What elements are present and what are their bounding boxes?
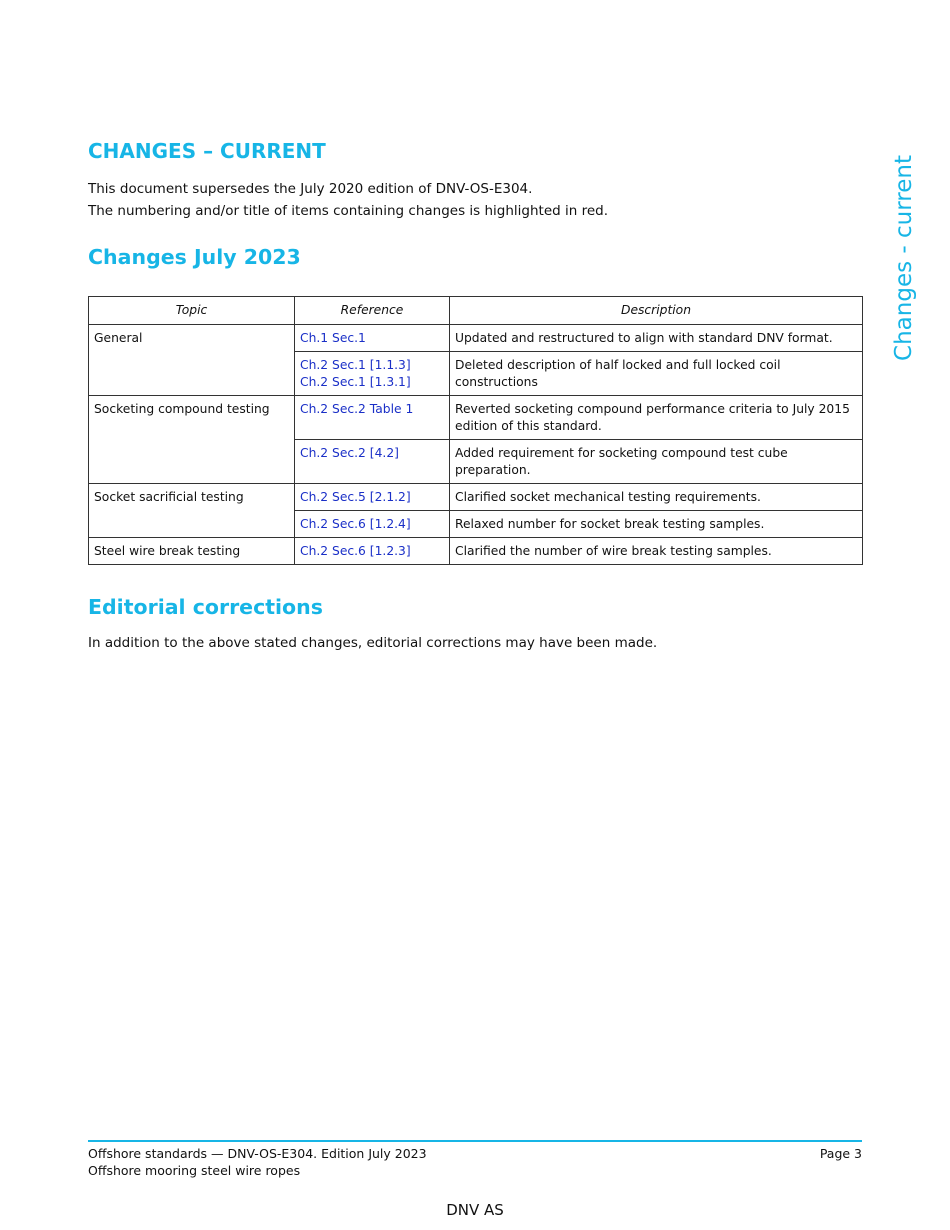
description-cell: Clarified socket mechanical testing requirements. bbox=[450, 484, 863, 511]
topic-cell: General bbox=[89, 325, 295, 396]
reference-link[interactable]: Ch.2 Sec.6 [1.2.3] bbox=[300, 544, 411, 558]
company-name: DNV AS bbox=[446, 1201, 504, 1219]
reference-cell bbox=[295, 538, 450, 565]
reference-link[interactable]: Ch.2 Sec.6 [1.2.4] bbox=[300, 517, 411, 531]
editorial-text: In addition to the above stated changes, editorial corrections may have been made. bbox=[88, 635, 658, 651]
reference-cell bbox=[295, 396, 450, 440]
topic-cell: Socket sacrificial testing bbox=[89, 484, 295, 538]
side-tab bbox=[888, 145, 920, 371]
footer-divider bbox=[88, 1140, 862, 1142]
reference-link[interactable]: Ch.2 Sec.2 [4.2] bbox=[300, 446, 399, 460]
topic-cell: Socketing compound testing bbox=[89, 396, 295, 484]
reference-link[interactable]: Ch.2 Sec.5 [2.1.2] bbox=[300, 490, 411, 504]
description-cell: Deleted description of half locked and full locked coil constructions bbox=[450, 352, 863, 396]
reference-cell bbox=[295, 325, 450, 352]
reference-cell bbox=[295, 440, 450, 484]
topic-cell: Steel wire break testing bbox=[89, 538, 295, 565]
header-description: Description bbox=[450, 297, 863, 325]
table-row bbox=[89, 538, 863, 565]
table-row bbox=[89, 325, 863, 352]
reference-link[interactable]: Ch.2 Sec.2 Table 1 bbox=[300, 402, 414, 416]
reference-link[interactable]: Ch.1 Sec.1 bbox=[300, 331, 366, 345]
header-topic: Topic bbox=[89, 297, 295, 325]
reference-cell bbox=[295, 484, 450, 511]
reference-cell bbox=[295, 352, 450, 396]
side-tab-label: Changes - current bbox=[891, 155, 917, 361]
header-reference: Reference bbox=[295, 297, 450, 325]
editorial-heading: Editorial corrections bbox=[88, 595, 323, 619]
table-row bbox=[89, 484, 863, 511]
description-cell: Reverted socketing compound performance criteria to July 2015 edition of this standard. bbox=[450, 396, 863, 440]
description-cell: Relaxed number for socket break testing samples. bbox=[450, 511, 863, 538]
intro-line-2: The numbering and/or title of items containing changes is highlighted in red. bbox=[88, 203, 609, 219]
changes-table bbox=[88, 296, 863, 565]
footer-subtitle: Offshore mooring steel wire ropes bbox=[88, 1163, 301, 1178]
description-cell: Updated and restructured to align with standard DNV format. bbox=[450, 325, 863, 352]
reference-link[interactable]: Ch.2 Sec.1 [1.3.1] bbox=[300, 375, 411, 389]
page-number: Page 3 bbox=[819, 1146, 862, 1161]
table-header-row bbox=[89, 297, 863, 325]
reference-cell bbox=[295, 511, 450, 538]
intro-line-1: This document supersedes the July 2020 edition of DNV-OS-E304. bbox=[88, 181, 533, 197]
description-cell: Clarified the number of wire break testing samples. bbox=[450, 538, 863, 565]
footer-standard: Offshore standards — DNV-OS-E304. Edition July 2023 bbox=[88, 1146, 427, 1161]
changes-heading: Changes July 2023 bbox=[88, 245, 301, 269]
table-row bbox=[89, 396, 863, 440]
page-title: CHANGES – CURRENT bbox=[88, 139, 326, 163]
reference-link[interactable]: Ch.2 Sec.1 [1.1.3] bbox=[300, 358, 411, 372]
description-cell: Added requirement for socketing compound test cube preparation. bbox=[450, 440, 863, 484]
